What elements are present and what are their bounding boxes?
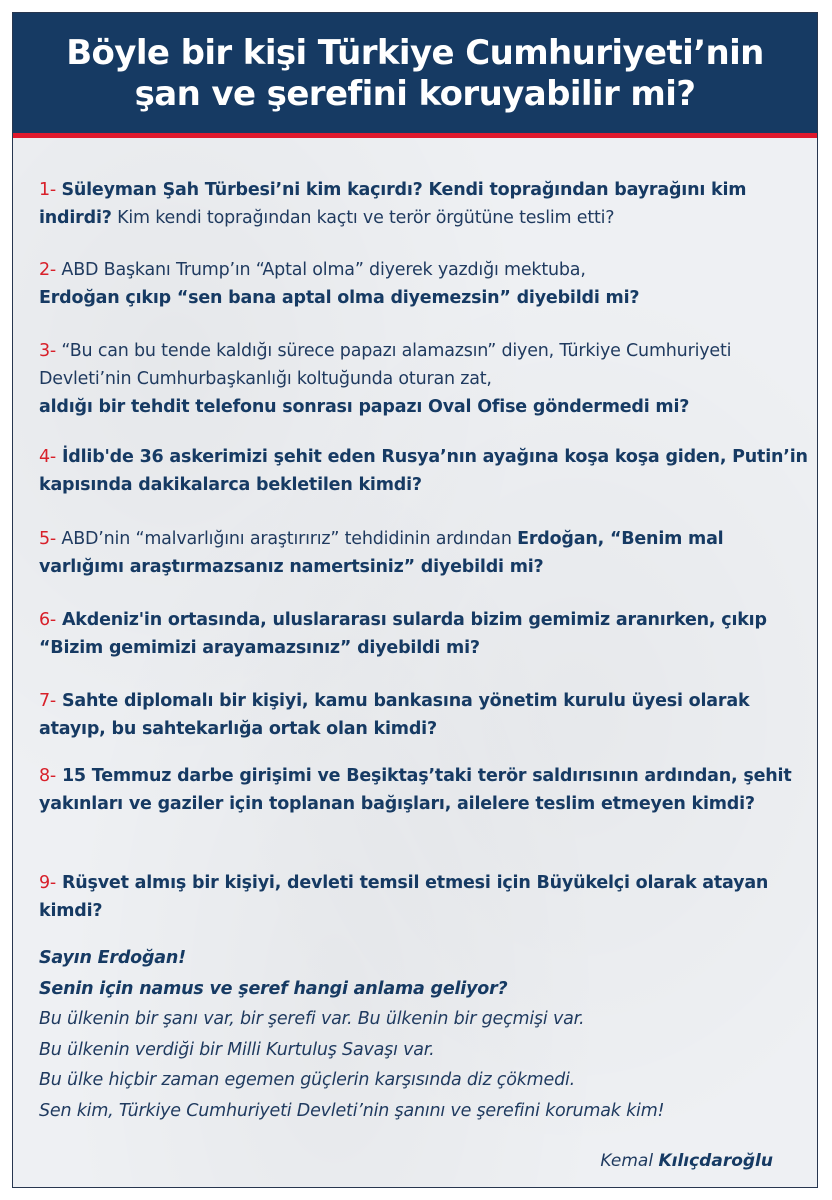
signature-first-name: Kemal (600, 1151, 659, 1171)
signature-last-name: Kılıçdaroğlu (658, 1151, 773, 1171)
list-item (39, 337, 809, 421)
closing-statement (39, 943, 809, 1126)
item-text: ABD’nin “malvarlığını araştırırız” tehdidinin ardından (56, 529, 518, 549)
list-item (39, 687, 809, 743)
closing-line: Bu ülke hiçbir zaman egemen güçlerin karşısında diz çökmedi. (39, 1070, 576, 1090)
title-line-1: Böyle bir kişi Türkiye Cumhuriyeti’nin (66, 33, 764, 73)
item-bold-text: İdlib'de 36 askerimizi şehit eden Rusya’nın ayağına koşa koşa giden, Putin’in kapısında dakikalarca bekletilen kimdi? (39, 447, 808, 495)
closing-line: Sen kim, Türkiye Cumhuriyeti Devleti’nin şanını ve şerefini korumak kim! (39, 1100, 665, 1121)
item-number: 6- (39, 610, 57, 630)
item-bold-text: Akdeniz'in ortasında, uluslararası sularda bizim gemimiz aranırken, çıkıp “Bizim gemimizi arayamazsınız” diyebildi mi? (39, 610, 767, 658)
item-bold-text: Sahte diplomalı bir kişiyi, kamu bankasına yönetim kurulu üyesi olarak atayıp, bu sahtekarlığa ortak olan kimdi? (39, 691, 750, 739)
header-banner (13, 13, 817, 138)
item-number: 4- (39, 447, 57, 467)
item-bold-text: Erdoğan çıkıp “sen bana aptal olma diyemezsin” diyebildi mi? (39, 288, 640, 308)
item-text: “Bu can bu tende kaldığı sürece papazı alamazsın” diyen, Türkiye Cumhuriyeti Devleti’nin Cumhurbaşkanlığı koltuğunda oturan zat, (39, 341, 732, 389)
item-bold-text: Erdoğan, “Benim mal varlığımı araştırmazsanız namertsiniz” diyebildi mi? (39, 529, 724, 577)
list-item (39, 176, 809, 232)
title-line-2: şan ve şerefini koruyabilir mi? (134, 74, 696, 114)
signature (600, 1151, 773, 1171)
closing-line: Bu ülkenin bir şanı var, bir şerefi var. Bu ülkenin bir geçmişi var. (39, 1009, 585, 1029)
item-number: 2- (39, 260, 57, 280)
closing-line: Senin için namus ve şeref hangi anlama geliyor? (39, 978, 508, 999)
item-number: 7- (39, 691, 57, 711)
list-item (39, 869, 809, 925)
item-text: Kim kendi toprağından kaçtı ve terör örgütüne teslim etti? (111, 208, 615, 228)
page-title (13, 13, 817, 115)
list-item (39, 525, 809, 581)
list-item (39, 762, 809, 818)
item-bold-text: 15 Temmuz darbe girişimi ve Beşiktaş’taki terör saldırısının ardından, şehit yakınları ve gaziler için toplanan bağışları, ailelere teslim etmeyen kimdi? (39, 766, 792, 814)
item-number: 9- (39, 873, 57, 893)
item-bold-text: Rüşvet almış bir kişiyi, devleti temsil etmesi için Büyükelçi olarak atayan kimdi? (39, 873, 769, 921)
item-bold-text: aldığı bir tehdit telefonu sonrası papazı Oval Ofise göndermedi mi? (39, 397, 690, 417)
item-number: 5- (39, 529, 57, 549)
closing-line: Sayın Erdoğan! (39, 948, 186, 968)
item-number: 3- (39, 341, 57, 361)
poster-frame (12, 12, 818, 1188)
list-item (39, 606, 809, 662)
item-number: 8- (39, 766, 57, 786)
closing-line: Bu ülkenin verdiği bir Milli Kurtuluş Savaşı var. (39, 1039, 435, 1060)
item-number: 1- (39, 180, 57, 200)
item-text: ABD Başkanı Trump’ın “Aptal olma” diyerek yazdığı mektuba, (56, 260, 586, 280)
item-bold-text: Süleyman Şah Türbesi’ni kim kaçırdı? Kendi toprağından bayrağını kim indirdi? (39, 180, 747, 228)
list-item (39, 443, 809, 499)
list-item (39, 256, 809, 312)
